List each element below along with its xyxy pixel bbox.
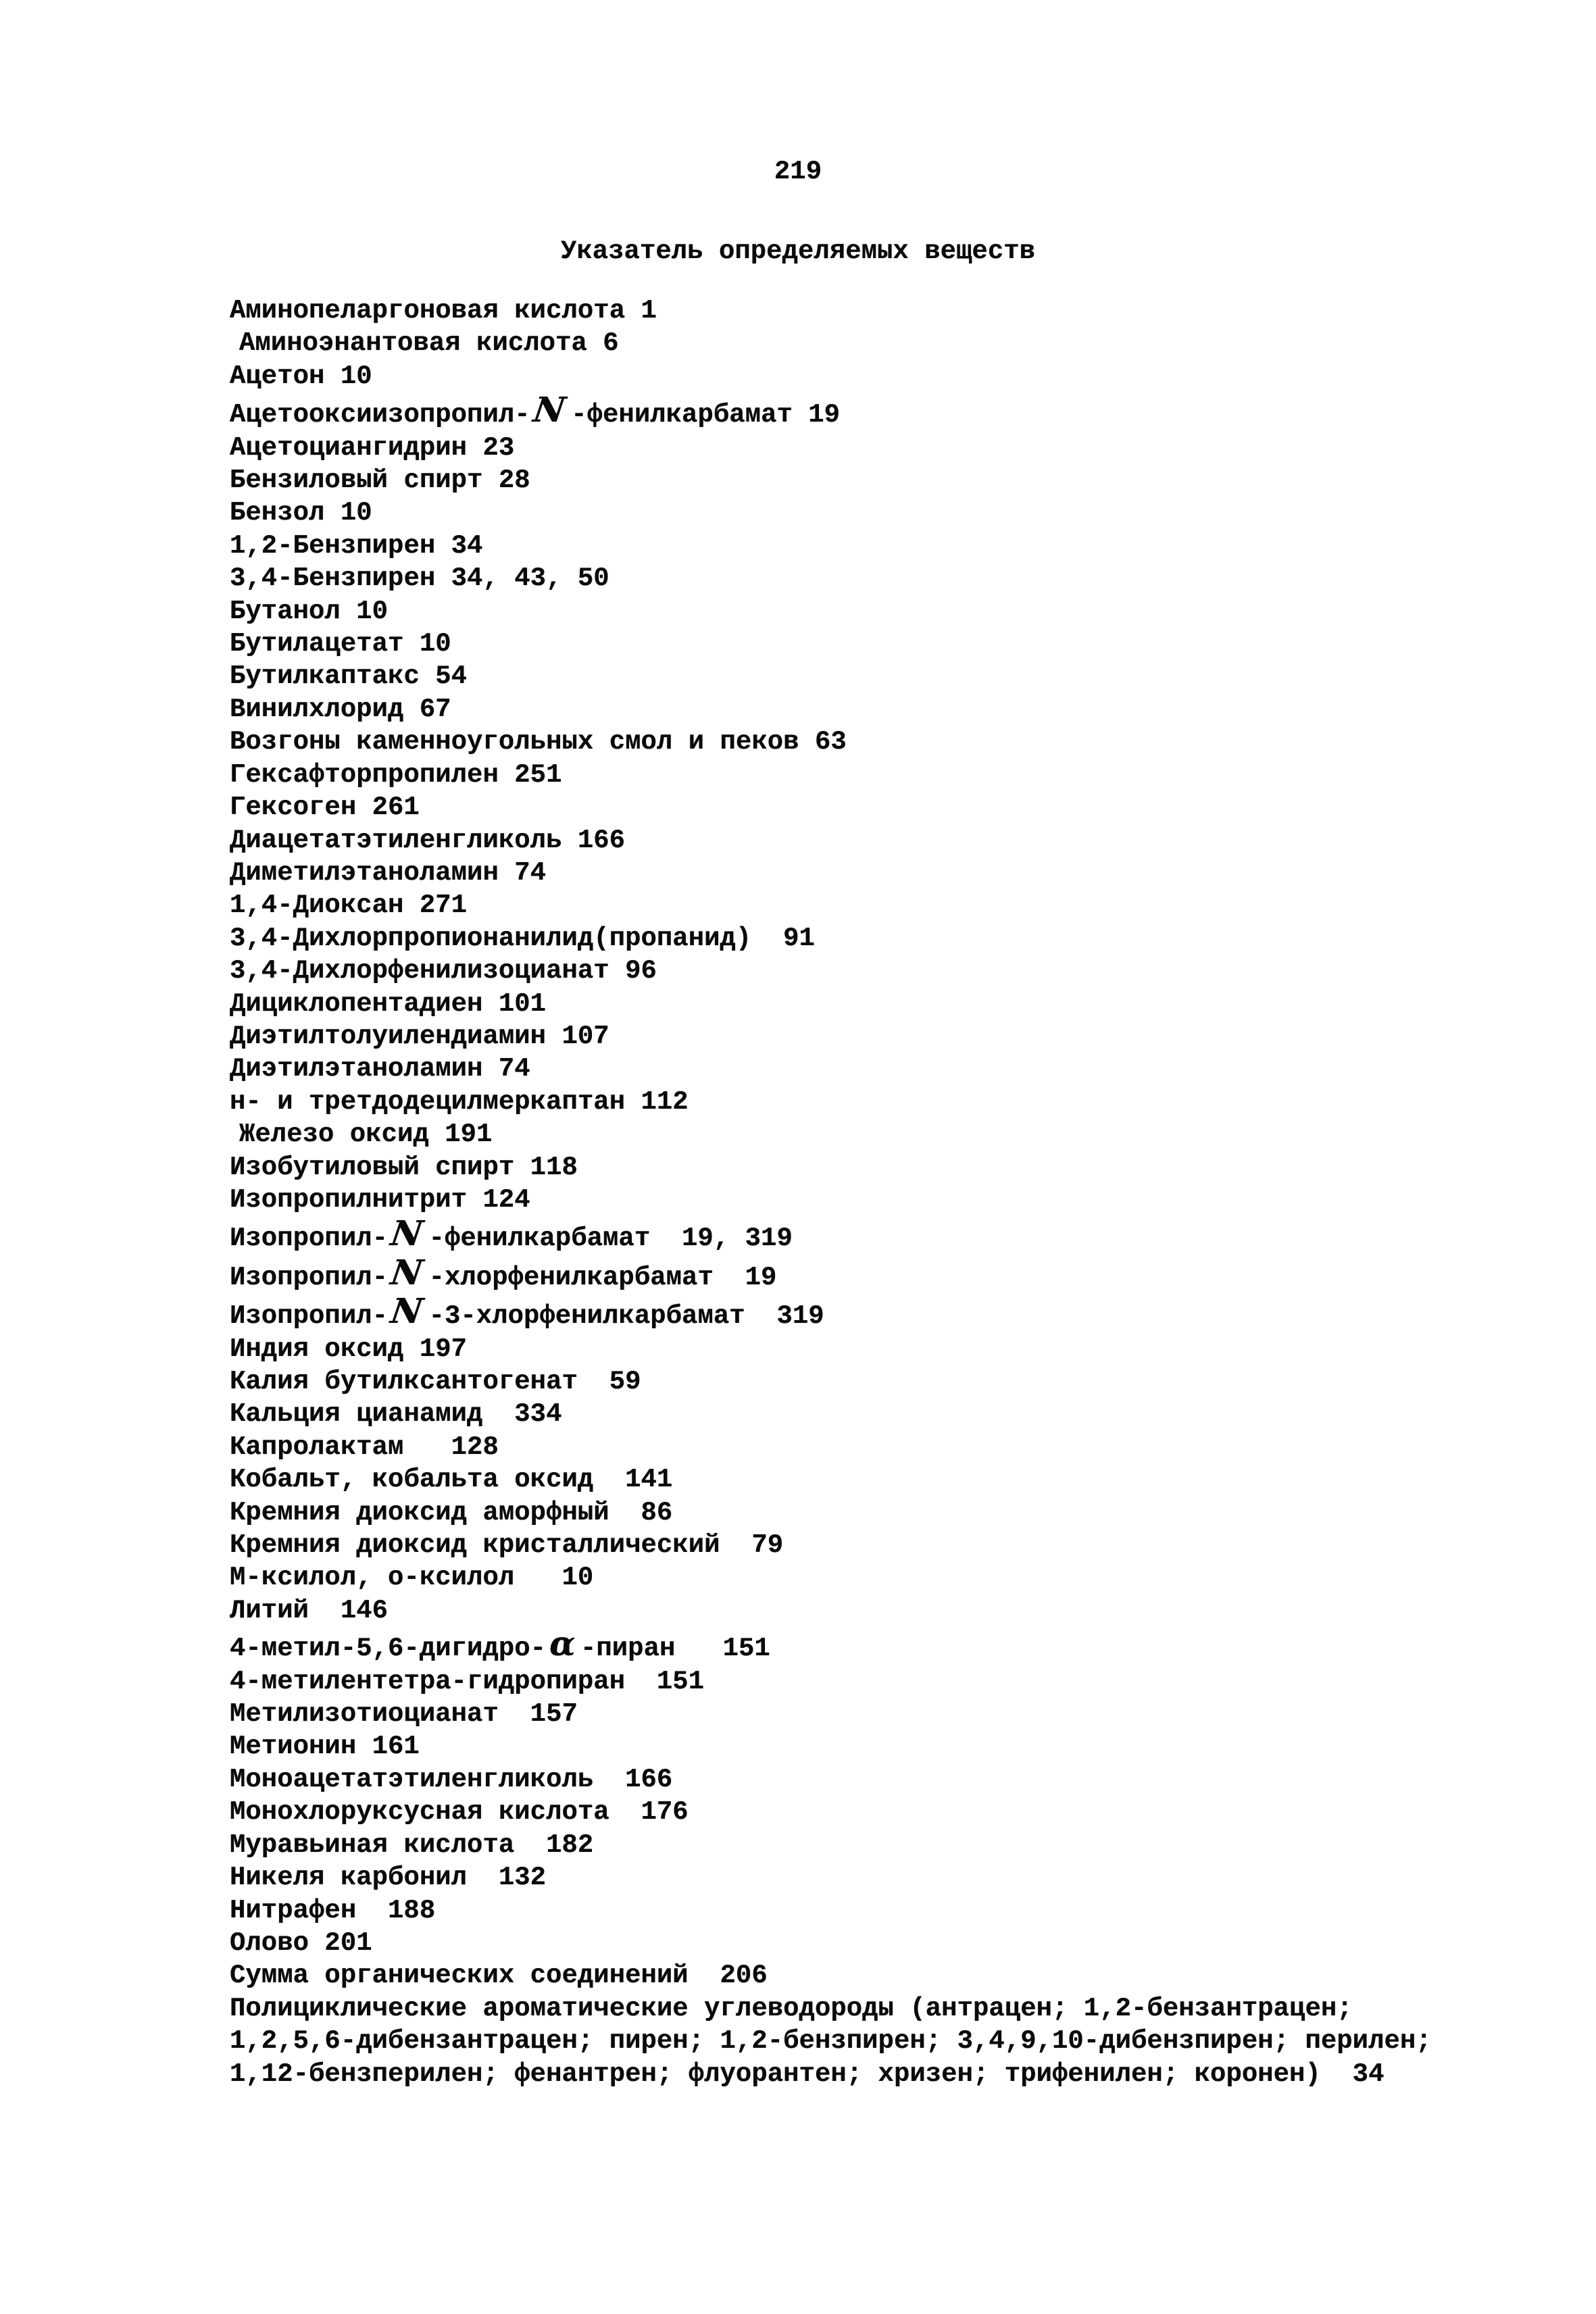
index-entry <box>230 1796 1405 1828</box>
page-ref: 10 <box>419 629 451 659</box>
index-entry <box>230 726 1405 758</box>
index-entry <box>230 1561 1405 1594</box>
page-ref: 19, 319 <box>682 1224 793 1254</box>
index-entry-line: Изопропил-N -хлорфенилкарбамат 19 <box>230 1251 777 1292</box>
index-entry-line: Олово 201 <box>230 1928 372 1958</box>
index-entry-line: Бензол 10 <box>230 498 372 528</box>
page-ref: 86 <box>641 1497 673 1528</box>
page-ref: 63 <box>814 727 847 757</box>
index-entry-line: Монохлоруксусная кислота 176 <box>230 1797 689 1828</box>
index-entry <box>230 295 1405 327</box>
page-ref: 166 <box>577 825 626 855</box>
index-entry-line: Калия бутилксантогенат 59 <box>230 1367 641 1397</box>
page-ref: 91 <box>783 923 815 953</box>
index-entry <box>230 922 1405 955</box>
index-entry-line: Ацетоциангидрин 23 <box>230 432 515 463</box>
page-ref: 271 <box>419 890 468 921</box>
page-ref: 128 <box>451 1432 499 1462</box>
index-entry-line: 1,2,5,6-дибензантрацен; пирен; 1,2-бензпирен; 3,4,9,10-дибензпирен; перилен; <box>230 2026 1432 2057</box>
page-ref: 201 <box>324 1928 372 1958</box>
index-entry <box>230 1730 1405 1763</box>
index-entry-line: Муравьиная кислота 182 <box>230 1830 594 1860</box>
index-entry-line: Нитрафен 188 <box>230 1895 436 1926</box>
index-entry <box>230 1151 1405 1184</box>
index-entry <box>230 988 1405 1020</box>
n-symbol: N <box>388 1251 426 1292</box>
index-entry <box>230 389 1405 431</box>
index-entry-line: Сумма органических соединений 206 <box>230 1961 768 1991</box>
index-entry-line: Кремния диоксид кристаллический 79 <box>230 1530 784 1561</box>
index-entry <box>230 759 1405 791</box>
index-entry <box>230 791 1405 824</box>
index-entry-line: Диацетатэтиленгликоль 166 <box>230 825 626 855</box>
page-ref: 67 <box>419 694 451 724</box>
index-entry-line: Полициклические ароматические углеводороды (антрацен; 1,2-бензантрацен; <box>230 1993 1353 2023</box>
index-entry <box>230 1290 1405 1332</box>
index-entry <box>230 1927 1405 1959</box>
index-entry-line: Винилхлорид 67 <box>230 694 451 724</box>
index-entry <box>230 955 1405 987</box>
n-symbol: N <box>388 1290 426 1332</box>
index-entry <box>230 1698 1405 1730</box>
index-entry-line: 1,12-бензперилен; фенантрен; флуорантен; хризен; трифенилен; коронен) 34 <box>230 2059 1385 2089</box>
index-entry <box>230 497 1405 529</box>
index-entry-line: Ацетон 10 <box>230 361 372 391</box>
page-ref: 19 <box>808 400 841 430</box>
page-ref: 132 <box>498 1863 547 1893</box>
index-entry-line: 1,4-Диоксан 271 <box>230 890 468 921</box>
page-ref: 34 <box>1352 2059 1385 2089</box>
page-ref: 118 <box>530 1152 578 1182</box>
index-entry-line: Аминопеларгоновая кислота 1 <box>230 296 657 326</box>
page-ref: 151 <box>722 1634 770 1664</box>
index-entry <box>230 1053 1405 1085</box>
index-entry <box>230 530 1405 562</box>
page-ref: 79 <box>751 1530 784 1561</box>
index-entry-line: Гексафторпропилен 251 <box>230 759 562 790</box>
index-entry-line: 3,4-Дихлорфенилизоцианат 96 <box>230 956 657 986</box>
page-ref: 124 <box>482 1184 530 1215</box>
index-entry-line: Ацетооксиизопропил-N -фенилкарбамат 19 <box>230 389 841 430</box>
index-entry <box>230 628 1405 660</box>
index-entry <box>230 660 1405 693</box>
index-entry <box>230 1251 1405 1294</box>
page-ref: 10 <box>562 1563 594 1593</box>
page-ref: 191 <box>445 1120 493 1150</box>
index-entry-line: 1,2-Бензпирен 34 <box>230 530 483 561</box>
index-entry-line: Кобальт, кобальта оксид 141 <box>230 1465 673 1495</box>
index-entry <box>230 693 1405 726</box>
index-entry <box>230 1992 1432 2090</box>
page-ref: 74 <box>498 1054 530 1084</box>
index-entry-line: Диметилэтаноламин 74 <box>230 857 547 888</box>
page-ref: 96 <box>625 956 657 986</box>
index-entry <box>230 562 1405 595</box>
index-entry <box>230 1496 1405 1529</box>
index-entry-line: Никеля карбонил 132 <box>230 1863 547 1893</box>
index-entry-line: н- и третдодецилмеркаптан 112 <box>230 1086 689 1117</box>
page-ref: 197 <box>419 1334 468 1364</box>
index-entry-line: Кальция цианамид 334 <box>230 1399 562 1430</box>
index-entry <box>230 1020 1405 1053</box>
page-ref: 74 <box>514 857 547 888</box>
page-ref: 10 <box>340 361 372 391</box>
index-entry-line: Моноацетатэтиленгликоль 166 <box>230 1764 673 1794</box>
index-entry <box>230 1529 1405 1561</box>
index-entry <box>230 1829 1405 1861</box>
index-entry <box>230 327 1405 359</box>
index-entry-line: 4-метил-5,6-дигидро-α -пиран 151 <box>230 1624 770 1664</box>
index-entry-line: Индия оксид 197 <box>230 1334 468 1364</box>
index-entry-line: Бутилацетат 10 <box>230 629 451 659</box>
index-entry <box>230 1463 1405 1496</box>
index-entry <box>230 1398 1405 1430</box>
index-entry-line: М-ксилол, о-ксилол 10 <box>230 1563 594 1593</box>
page-ref: 176 <box>641 1797 689 1828</box>
n-symbol: N <box>388 1213 426 1254</box>
page-ref: 151 <box>656 1666 705 1696</box>
index-entry <box>230 595 1405 628</box>
index-entry <box>230 1959 1405 1992</box>
page-ref: 59 <box>609 1367 641 1397</box>
index-entry <box>230 824 1405 857</box>
index-entry-line: 4-метилентетра-гидропиран 151 <box>230 1666 705 1696</box>
index-entry <box>230 464 1405 497</box>
index-entry-line: Изопропил-N -3-хлорфенилкарбамат 319 <box>230 1290 824 1332</box>
index-entry-line: Аминоэнантовая кислота 6 <box>239 328 619 359</box>
page-title: Указатель определяемых веществ <box>560 236 1036 266</box>
index-entry <box>230 432 1405 464</box>
page-ref: 34, 43, 50 <box>451 563 609 594</box>
index-entry-line: Изопропилнитрит 124 <box>230 1184 530 1215</box>
page-ref: 1 <box>641 296 657 326</box>
page-ref: 19 <box>745 1262 777 1292</box>
index-entry <box>230 1333 1405 1365</box>
index-entry-line: Диэтилэтаноламин 74 <box>230 1054 530 1084</box>
index-entry-line: Капролактам 128 <box>230 1432 499 1462</box>
index-entry-line: Возгоны каменноугольных смол и пеков 63 <box>230 727 847 757</box>
page-ref: 23 <box>482 432 515 463</box>
index-entry-line: Метионин 161 <box>230 1732 420 1762</box>
page-ref: 334 <box>514 1399 562 1430</box>
page-ref: 10 <box>356 596 389 626</box>
page-ref: 101 <box>498 988 547 1019</box>
index-entry <box>230 1086 1405 1118</box>
index-entry-line: Бутилкаптакс 54 <box>230 661 468 692</box>
index-entry-line: Бутанол 10 <box>230 596 389 626</box>
n-symbol: N <box>530 389 568 430</box>
index-entry-line: Диэтилтолуилендиамин 107 <box>230 1021 609 1051</box>
index-entry-line: Гексоген 261 <box>230 793 420 823</box>
index-entry-line: Литий 146 <box>230 1595 389 1626</box>
index-entry <box>230 1365 1405 1398</box>
page-ref: 157 <box>530 1699 578 1730</box>
index-list <box>230 295 1432 2090</box>
index-entry-line: Дициклопентадиен 101 <box>230 988 547 1019</box>
page-ref: 107 <box>562 1021 609 1051</box>
index-entry <box>230 1763 1405 1796</box>
page-ref: 141 <box>625 1465 673 1495</box>
index-entry-line: Метилизотиоцианат 157 <box>230 1699 578 1730</box>
index-entry-line: Изобутиловый спирт 118 <box>230 1152 578 1182</box>
index-entry-line: Изопропил-N -фенилкарбамат 19, 319 <box>230 1213 793 1254</box>
index-entry-line: Бензиловый спирт 28 <box>230 466 530 496</box>
index-entry-line: Железо оксид 191 <box>239 1120 493 1150</box>
index-entry <box>230 857 1405 889</box>
index-entry-line: 3,4-Бензпирен 34, 43, 50 <box>230 563 609 594</box>
index-entry-line: Кремния диоксид аморфный 86 <box>230 1497 673 1528</box>
index-entry <box>230 1594 1405 1627</box>
page-number: 219 <box>774 157 822 186</box>
page-ref: 28 <box>498 466 530 496</box>
page-ref: 206 <box>720 1961 768 1991</box>
index-entry <box>230 889 1405 922</box>
page-ref: 6 <box>603 328 619 359</box>
page-ref: 146 <box>340 1595 389 1626</box>
page-ref: 10 <box>340 498 372 528</box>
index-entry <box>230 1894 1405 1927</box>
index-entry <box>230 1665 1405 1698</box>
index-entry-line: 3,4-Дихлорпропионанилид(пропанид) 91 <box>230 923 815 953</box>
index-entry <box>230 360 1405 393</box>
page-ref: 251 <box>514 759 562 790</box>
page-ref: 161 <box>372 1732 420 1762</box>
page-ref: 188 <box>388 1895 436 1926</box>
index-entry <box>230 1118 1405 1151</box>
index-entry <box>230 1213 1405 1255</box>
alpha-symbol: α <box>549 1624 576 1664</box>
page-ref: 112 <box>641 1086 689 1117</box>
page-ref: 261 <box>372 793 420 823</box>
page-ref: 182 <box>546 1830 594 1860</box>
page-ref: 166 <box>625 1764 673 1794</box>
page-ref: 54 <box>435 661 468 692</box>
index-entry <box>230 1184 1405 1216</box>
index-entry <box>230 1624 1405 1665</box>
page-ref: 319 <box>776 1301 824 1332</box>
index-entry <box>230 1861 1405 1894</box>
index-entry <box>230 1431 1405 1463</box>
page-ref: 34 <box>451 530 483 561</box>
